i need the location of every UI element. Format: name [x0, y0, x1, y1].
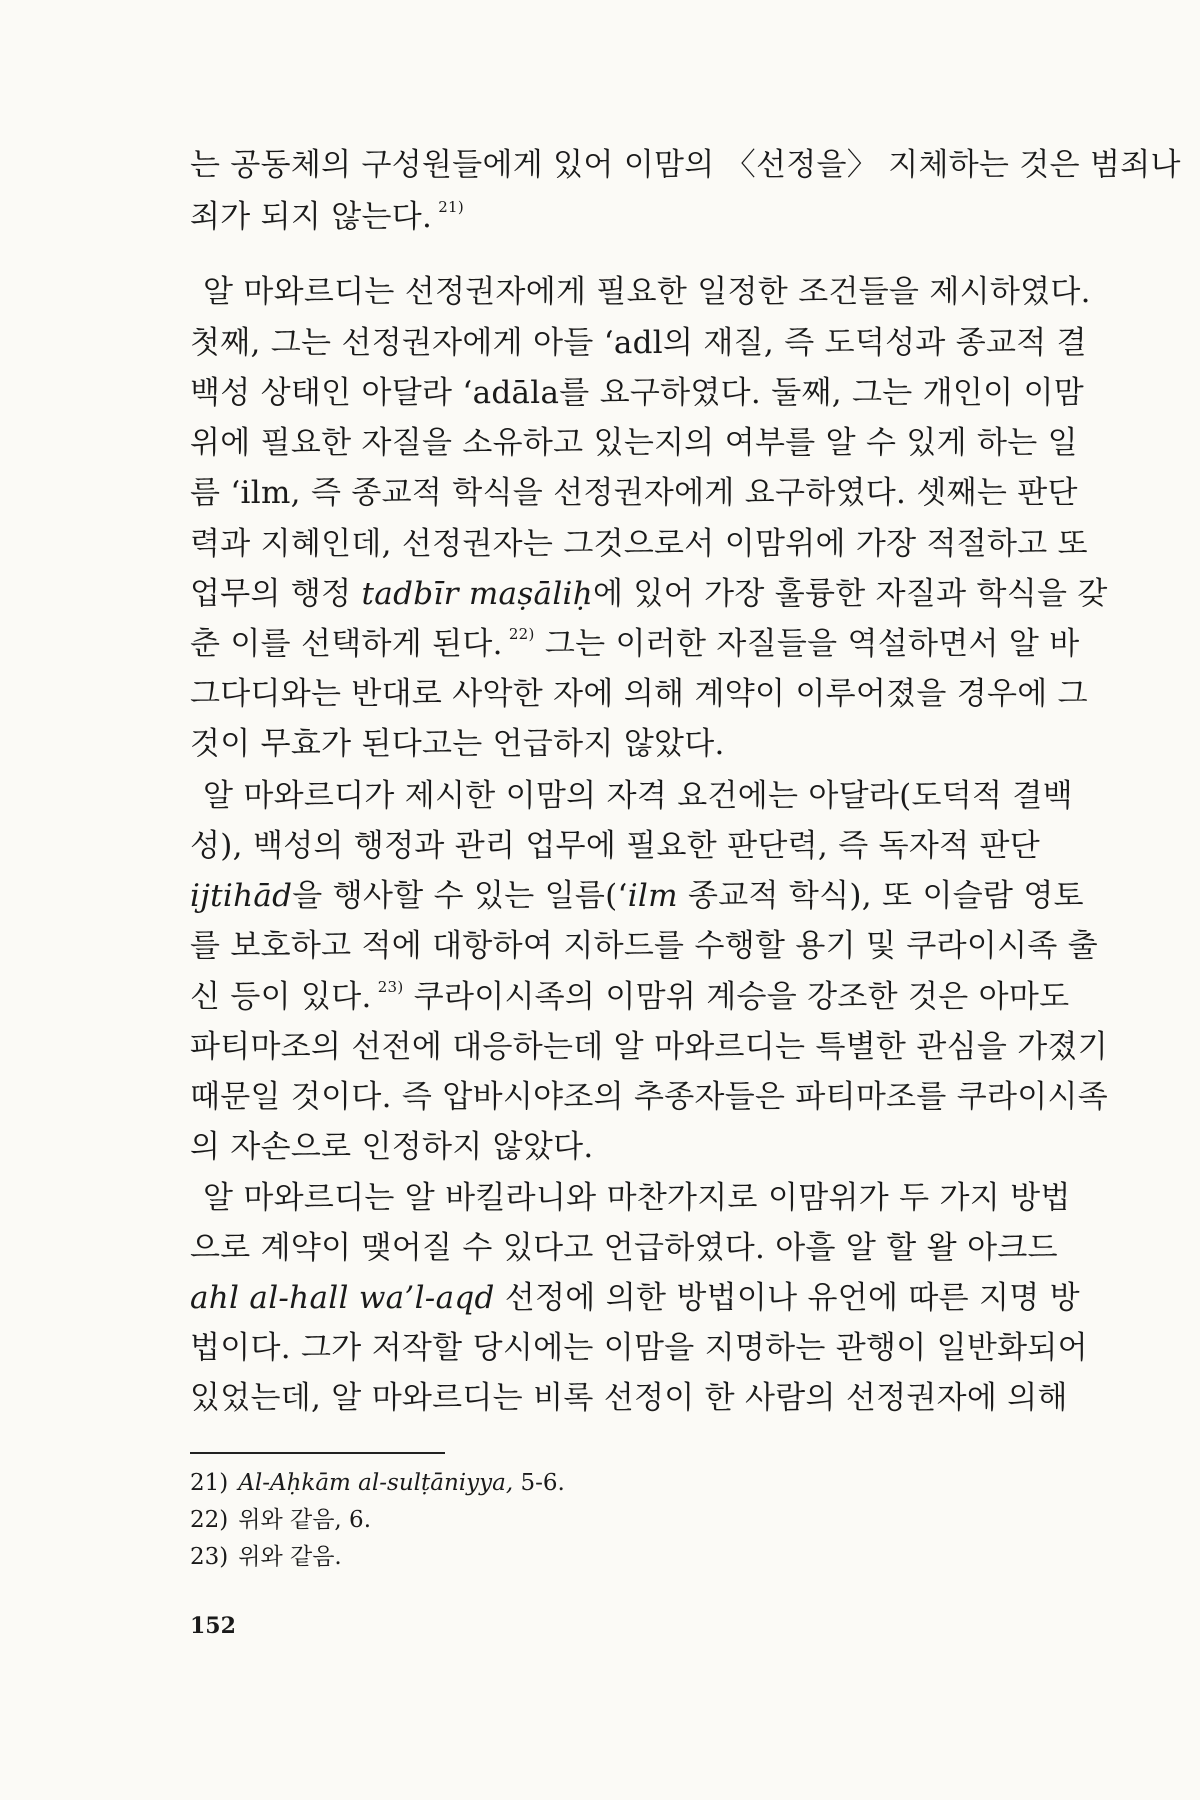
body-line: 파티마조의 선전에 대응하는데 알 마와르디는 특별한 관심을 가졌기 [190, 1029, 1108, 1065]
body-line: 백성 상태인 아달라 ‘adāla를 요구하였다. 둘째, 그는 개인이 이맘 [190, 375, 1085, 411]
body-text: 선정에 의한 방법이나 유언에 따른 지명 방 [494, 1280, 1080, 1316]
body-line [190, 195, 1035, 244]
footnote [190, 1541, 342, 1573]
body-line: 성), 백성의 행정과 관리 업무에 필요한 판단력, 즉 독자적 판단 [190, 828, 1040, 864]
transliteration: ijtihād [190, 878, 293, 914]
body-text: 쿠라이시족의 이맘위 계승을 강조한 것은 아마도 [403, 979, 1070, 1015]
footnote-ref: 23) [377, 978, 404, 996]
body-line [190, 975, 1070, 1024]
footnote [190, 1467, 565, 1499]
body-line: 그다디와는 반대로 사악한 자에 의해 계약이 이루어졌을 경우에 그 [190, 676, 1088, 712]
footnote-text: 위와 같음, 6. [238, 1507, 371, 1533]
footnote-ref: 22) [508, 625, 535, 643]
transliteration: ilm [627, 878, 678, 914]
body-line [190, 874, 1084, 918]
body-text: 신 등이 있다. [190, 979, 372, 1015]
body-line: 알 마와르디는 알 바킬라니와 마찬가지로 이맘위가 두 가지 방법 [203, 1180, 1071, 1216]
body-line: 알 마와르디가 제시한 이맘의 자격 요건에는 아달라(도덕적 결백 [203, 778, 1073, 814]
body-line: 를 보호하고 적에 대항하여 지하드를 수행할 용기 및 쿠라이시족 출 [190, 928, 1099, 964]
body-line: 는 공동체의 구성원들에게 있어 이맘의 〈선정을〉 지체하는 것은 범죄나 [190, 147, 1181, 183]
page-number: 152 [190, 1613, 236, 1639]
body-text: 을 행사할 수 있는 일름(‘ [292, 878, 628, 914]
footnote-number: 23) [190, 1544, 229, 1570]
body-text: 종교적 학식), 또 이슬람 영토 [677, 878, 1084, 914]
body-text: 그는 이러한 자질들을 역설하면서 알 바 [534, 626, 1080, 662]
transliteration: tadbīr maṣāliḥ [361, 576, 594, 612]
body-line: 있었는데, 알 마와르디는 비록 선정이 한 사람의 선정권자에 의해 [190, 1380, 1068, 1416]
footnote-number: 21) [190, 1470, 229, 1496]
footnote-rule [190, 1452, 445, 1454]
body-line: 알 마와르디는 선정권자에게 필요한 일정한 조건들을 제시하였다. [203, 274, 1091, 310]
body-line: 름 ‘ilm, 즉 종교적 학식을 선정권자에게 요구하였다. 셋째는 판단 [190, 475, 1078, 511]
footnote-number: 22) [190, 1507, 229, 1533]
body-line: 의 자손으로 인정하지 않았다. [190, 1129, 594, 1165]
footnote-text: 5-6. [513, 1470, 565, 1496]
body-line: 것이 무효가 된다고는 언급하지 않았다. [190, 726, 725, 762]
footnote [190, 1504, 371, 1536]
body-line [190, 572, 1108, 616]
body-line: 력과 지혜인데, 선정권자는 그것으로서 이맘위에 가장 적절하고 또 [190, 526, 1088, 562]
body-text: 에 있어 가장 훌륭한 자질과 학식을 갖 [593, 576, 1108, 612]
body-line: 때문일 것이다. 즉 압바시야조의 추종자들은 파티마조를 쿠라이시족 [190, 1079, 1108, 1115]
transliteration: ahl al-hall wa’l-aqd [190, 1280, 495, 1316]
body-line [190, 622, 1080, 671]
body-text: 춘 이를 선택하게 된다. [190, 626, 503, 662]
footnote-title: Al-Aḥkām al-sulṭāniyya, [238, 1470, 514, 1496]
body-text: 죄가 되지 않는다. [190, 199, 433, 235]
footnote-text: 위와 같음. [238, 1544, 342, 1570]
body-text: 업무의 행정 [190, 576, 362, 612]
footnote-ref: 21) [438, 198, 465, 216]
body-line [190, 1276, 1080, 1320]
body-line: 으로 계약이 맺어질 수 있다고 언급하였다. 아흘 알 할 왈 아크드 [190, 1230, 1058, 1266]
body-line: 위에 필요한 자질을 소유하고 있는지의 여부를 알 수 있게 하는 일 [190, 425, 1078, 461]
body-line: 법이다. 그가 저작할 당시에는 이맘을 지명하는 관행이 일반화되어 [190, 1330, 1088, 1366]
body-line: 첫째, 그는 선정권자에게 아들 ‘adl의 재질, 즉 도덕성과 종교적 결 [190, 325, 1087, 361]
